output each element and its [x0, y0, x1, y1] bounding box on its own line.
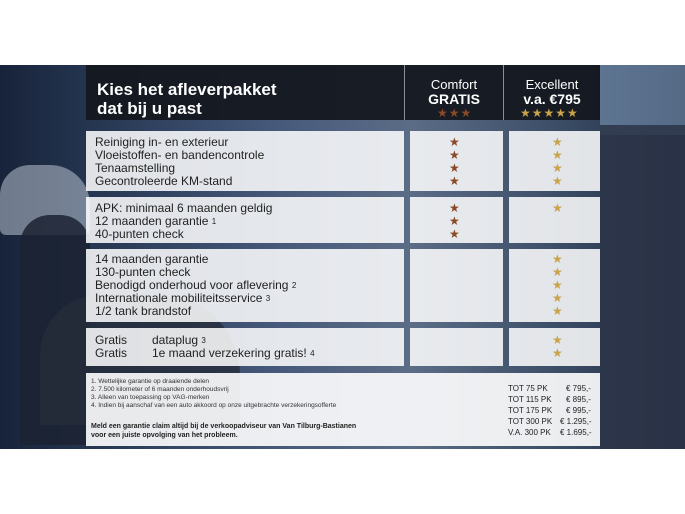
star-icon: ★	[449, 148, 460, 162]
footnote: 3. Alleen van toepassing op VAG-merken	[91, 394, 210, 401]
star-icon: ★	[552, 161, 563, 175]
footnote: 1. Wettelijke garantie op draaiende delen	[91, 378, 210, 385]
list-item: Reiniging in- en exterieur	[95, 135, 229, 149]
title-line-2: dat bij u past	[97, 99, 202, 118]
background-machine	[600, 125, 685, 449]
comfort-column-header	[405, 78, 503, 106]
comfort-price: GRATIS	[428, 91, 480, 107]
star-icon: ★	[552, 346, 563, 360]
footnote-ref: 4	[310, 349, 315, 358]
comfort-stars: ★★★	[437, 106, 473, 120]
star-icon: ★	[449, 227, 460, 241]
claim-text: voor een juiste opvolging van het probleem.	[91, 432, 238, 439]
list-item	[152, 347, 315, 360]
comfort-name: Comfort	[430, 77, 478, 92]
price-value: € 895,-	[566, 395, 591, 404]
comfort-cell	[410, 249, 503, 322]
list-item: 1/2 tank brandstof	[95, 304, 192, 318]
list-item: Gecontroleerde KM-stand	[95, 174, 233, 188]
list-item: 14 maanden garantie	[95, 252, 209, 266]
star-icon: ★	[552, 148, 563, 162]
star-icon: ★	[552, 201, 563, 215]
list-item: APK: minimaal 6 maanden geldig	[95, 201, 273, 215]
star-icon: ★	[552, 333, 563, 347]
list-item: Tenaamstelling	[95, 161, 176, 175]
star-icon: ★	[449, 201, 460, 215]
list-item: 130-punten check	[95, 265, 191, 279]
page-title	[97, 80, 397, 118]
star-icon: ★	[449, 135, 460, 149]
list-item-text: 12 maanden garantie	[95, 214, 209, 228]
star-icon: ★	[552, 135, 563, 149]
footnote-ref: 2	[291, 281, 297, 290]
list-item: Vloeistoffen- en bandencontrole	[95, 148, 265, 162]
footnote: 4. Indien bij aanschaf van een auto akkoord op onze uitgebrachte verzekeringsofferte	[91, 402, 337, 409]
star-icon: ★	[552, 304, 563, 318]
price-label: TOT 300 PK	[508, 417, 553, 426]
footnote-ref: 1	[211, 217, 217, 226]
price-label: TOT 75 PK	[508, 384, 548, 393]
gratis-label: Gratis	[95, 346, 128, 360]
gratis-label: Gratis	[95, 333, 128, 347]
price-value: € 795,-	[566, 384, 591, 393]
star-icon: ★	[552, 265, 563, 279]
star-icon: ★	[552, 252, 563, 266]
price-value: € 1.695,-	[560, 428, 592, 437]
price-label: V.A. 300 PK	[508, 428, 551, 437]
list-item-text: Benodigd onderhoud voor aflevering	[95, 278, 289, 292]
price-label: TOT 115 PK	[508, 395, 552, 404]
star-icon: ★	[449, 214, 460, 228]
price-label: TOT 175 PK	[508, 406, 553, 415]
star-icon: ★	[449, 174, 460, 188]
star-icon: ★	[449, 161, 460, 175]
title-line-1: Kies het afleverpakket	[97, 80, 277, 99]
list-item-text: Internationale mobiliteitsservice	[95, 291, 263, 305]
footnote-ref: 3	[201, 336, 206, 345]
list-item-text: 1e maand verzekering gratis!	[152, 346, 307, 360]
footnote-ref: 3	[265, 294, 271, 303]
excellent-name: Excellent	[525, 77, 579, 92]
excellent-column-header	[504, 78, 600, 106]
price-value: € 995,-	[566, 406, 591, 415]
comfort-cell	[410, 328, 503, 366]
star-icon: ★	[552, 174, 563, 188]
price-value: € 1.295,-	[560, 417, 592, 426]
footnote: 2. 7.500 kilometer of 6 maanden onderhoudsvrij	[91, 386, 229, 393]
star-icon: ★	[552, 291, 563, 305]
excellent-stars: ★★★★★	[520, 106, 579, 120]
list-item-text: dataplug	[152, 333, 199, 347]
list-item: 40-punten check	[95, 227, 184, 241]
excellent-price: v.a. €795	[523, 91, 581, 107]
claim-text: Meld een garantie claim altijd bij de verkoopadviseur van Van Tilburg-Bastianen	[91, 423, 357, 430]
star-icon: ★	[552, 278, 563, 292]
